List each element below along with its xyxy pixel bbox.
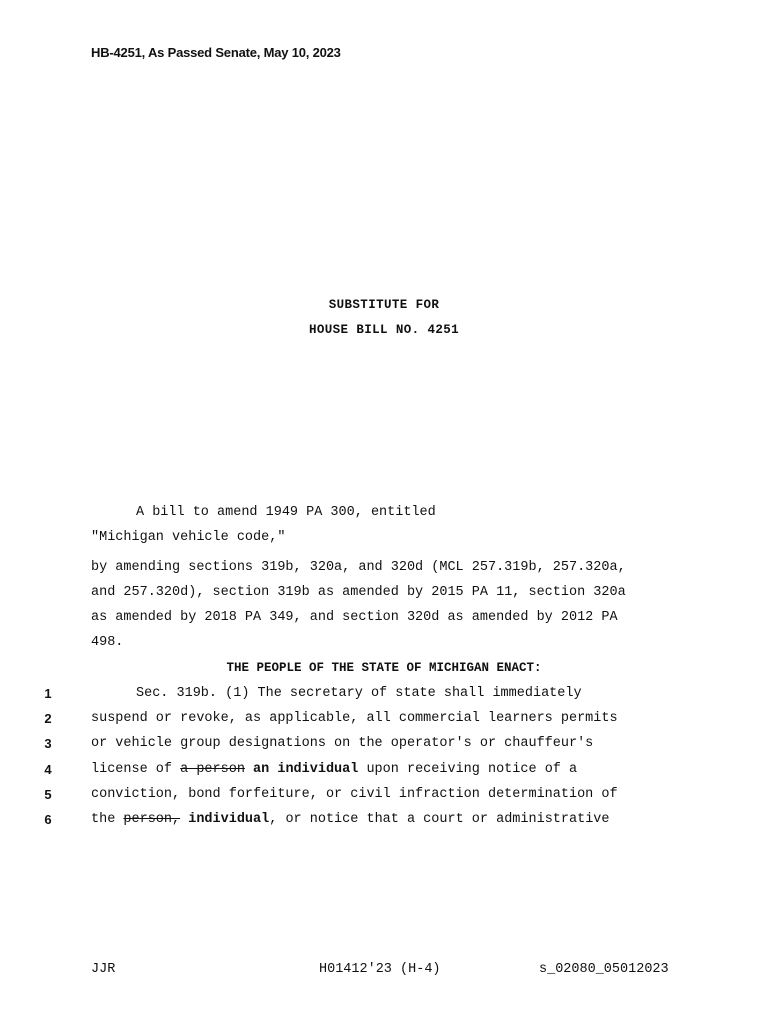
- bill-text-line: [91, 812, 610, 827]
- line-number: 2: [44, 711, 52, 726]
- footer-file-id: s_02080_05012023: [539, 962, 669, 977]
- text-segment: the: [91, 812, 124, 827]
- line-number: 1: [44, 686, 52, 701]
- document-header: HB-4251, As Passed Senate, May 10, 2023: [91, 45, 341, 60]
- line-number: 6: [44, 812, 52, 827]
- footer-drafter: JJR: [91, 962, 116, 977]
- deleted-text: a person: [180, 762, 245, 777]
- inserted-text: individual: [180, 812, 270, 827]
- bill-text-line: [91, 762, 577, 777]
- preamble-line: "Michigan vehicle code,": [91, 530, 286, 545]
- line-number: 5: [44, 787, 52, 802]
- bill-title-line1: SUBSTITUTE FOR: [328, 298, 440, 312]
- preamble-line: 498.: [91, 635, 124, 650]
- deleted-text: person,: [123, 812, 181, 827]
- enacting-clause: THE PEOPLE OF THE STATE OF MICHIGAN ENACT:: [226, 661, 542, 675]
- text-segment: , or notice that a court or administrative: [269, 812, 610, 827]
- bill-text-line: suspend or revoke, as applicable, all commercial learners permits: [91, 711, 618, 726]
- bill-text-line: conviction, bond forfeiture, or civil infraction determination of: [91, 787, 618, 802]
- bill-title-line2: HOUSE BILL NO. 4251: [308, 323, 460, 337]
- bill-text-line: Sec. 319b. (1) The secretary of state shall immediately: [136, 686, 582, 701]
- preamble-line: A bill to amend 1949 PA 300, entitled: [136, 505, 436, 520]
- bill-text-line: or vehicle group designations on the operator's or chauffeur's: [91, 736, 594, 751]
- preamble-line: and 257.320d), section 319b as amended by 2015 PA 11, section 320a: [91, 585, 626, 600]
- footer-document-id: H01412'23 (H-4): [319, 962, 441, 977]
- line-number: 4: [44, 762, 52, 777]
- preamble-line: by amending sections 319b, 320a, and 320d (MCL 257.319b, 257.320a,: [91, 560, 626, 575]
- inserted-text: an individual: [244, 762, 359, 777]
- preamble-line: as amended by 2018 PA 349, and section 320d as amended by 2012 PA: [91, 610, 618, 625]
- text-segment: license of: [91, 762, 181, 777]
- text-segment: upon receiving notice of a: [358, 762, 578, 777]
- line-number: 3: [44, 736, 52, 751]
